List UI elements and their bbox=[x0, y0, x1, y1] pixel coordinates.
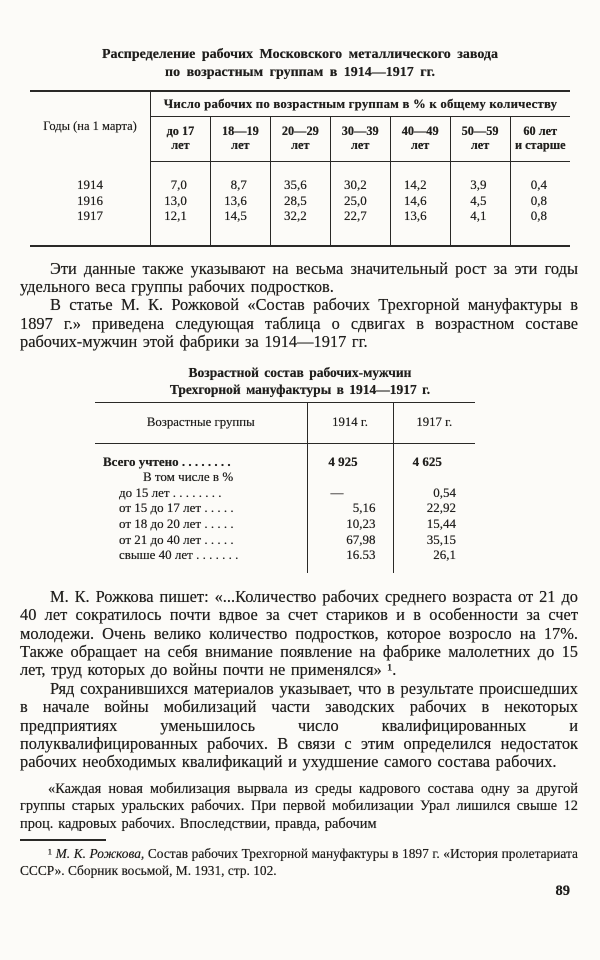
age-group-header bbox=[270, 117, 330, 162]
age-unit: лет bbox=[410, 138, 430, 152]
value-cell: 3,9 bbox=[450, 162, 510, 193]
age-range: 50—59 bbox=[461, 124, 499, 138]
age-unit: лет bbox=[470, 138, 490, 152]
value-1914: 10,23 bbox=[307, 516, 393, 532]
footnote-marker: ¹ bbox=[48, 845, 53, 861]
years-column-header: Годы (на 1 марта) bbox=[30, 91, 151, 162]
table-row bbox=[95, 547, 475, 573]
age-group-header bbox=[450, 117, 510, 162]
table1-title bbox=[30, 46, 570, 82]
table2-title bbox=[30, 364, 570, 398]
value-cell: 13,6 bbox=[390, 208, 450, 246]
value-cell: 28,5 bbox=[270, 193, 330, 209]
year-1917-header: 1917 г. bbox=[393, 402, 475, 443]
footnote-author: М. К. Рожкова, bbox=[55, 845, 145, 861]
value-cell: 32,2 bbox=[270, 208, 330, 246]
value-cell: 12,1 bbox=[151, 208, 211, 246]
value-1917: 4 625 bbox=[393, 443, 475, 469]
trekhgornaya-age-table bbox=[95, 402, 475, 573]
value-cell: 7,0 bbox=[151, 162, 211, 193]
footnote-text: Состав рабочих Трехгорной мануфактуры в 1897 г. «История пролетариата СССР». Сборник восьмой, М. 1931, стр. 102. bbox=[20, 845, 578, 878]
value-1914 bbox=[307, 469, 393, 485]
age-unit: лет bbox=[231, 138, 250, 152]
group-label: свыше 40 лет . . . . . . . bbox=[119, 547, 239, 563]
age-unit: лет bbox=[351, 138, 370, 152]
table-row bbox=[30, 193, 570, 209]
group-label: от 15 до 17 лет . . . . . bbox=[119, 500, 234, 516]
value-cell: 14,2 bbox=[390, 162, 450, 193]
value-1917: 0,54 bbox=[393, 485, 475, 501]
year-cell: 1916 bbox=[77, 192, 103, 208]
value-cell: 14,6 bbox=[390, 193, 450, 209]
group-label: от 21 до 40 лет . . . . . bbox=[119, 531, 234, 547]
value-cell: 0,8 bbox=[510, 208, 570, 246]
table1-body bbox=[30, 162, 570, 246]
age-range: до 17 bbox=[166, 124, 195, 138]
value-cell: 14,5 bbox=[210, 208, 270, 246]
value-cell: 22,7 bbox=[330, 208, 390, 246]
paragraph-rozhkova-quote: М. К. Рожкова пишет: «...Количество рабочих среднего возраста от 21 до 40 лет сократилось почти вдвое за счет стариков и в особенности за счет молодежи. Очень велико количество подростков, которое возросло на 17%. Также обращает на себя внимание появление на фабрике малолетних до 15 лет, труд которых до войны почти не применялся» ¹. bbox=[20, 586, 578, 680]
age-group-header bbox=[330, 117, 390, 162]
value-1914: — bbox=[307, 485, 393, 501]
table2-body bbox=[95, 443, 475, 573]
table-row bbox=[95, 516, 475, 532]
footnote-divider bbox=[20, 839, 106, 841]
table1-header bbox=[30, 91, 570, 162]
paragraph-rozhkova-article: В статье М. К. Рожковой «Состав рабочих Трехгорной мануфактуры в 1897 г.» приведена следующая таблица о сдвигах в возрастном составе рабочих-мужчин этой фабрики за 1914—1917 гг. bbox=[20, 295, 578, 352]
groups-column-header: Возрастные группы bbox=[95, 402, 307, 443]
table-row bbox=[95, 500, 475, 516]
value-cell: 13,0 bbox=[151, 193, 211, 209]
age-distribution-table bbox=[30, 90, 570, 247]
table-row bbox=[30, 162, 570, 193]
table2-title-line1: Возрастной состав рабочих-мужчин bbox=[188, 364, 412, 380]
paragraph-mobilization: Ряд сохранившихся материалов указывает, что в результате происшедших в начале войны мобилизаций части заводских рабочих в некоторых предприятиях уменьшилось число квалифицированных и полуквалифицированных рабочих. В связи с этим определился недостаток рабочих необходимых квалификаций и ухудшение самого состава рабочих. bbox=[20, 678, 578, 772]
paragraph-podrostki: Эти данные также указывают на весьма значительный рост за эти годы удельного веса группы рабочих подростков. bbox=[20, 258, 578, 296]
value-cell: 0,8 bbox=[510, 193, 570, 209]
age-range: 20—29 bbox=[281, 124, 319, 138]
group-label: от 18 до 20 лет . . . . . bbox=[119, 515, 234, 531]
group-label: В том числе в % bbox=[143, 469, 234, 485]
span-column-header: Число рабочих по возрастным группам в % к общему количеству bbox=[151, 91, 571, 117]
age-group-header bbox=[210, 117, 270, 162]
age-unit: лет bbox=[291, 138, 310, 152]
table1-title-line1: Распределение рабочих Московского металлического завода bbox=[101, 47, 499, 62]
value-1914: 16.53 bbox=[307, 547, 393, 573]
age-group-header bbox=[510, 117, 570, 162]
table-row bbox=[95, 532, 475, 548]
table1-title-line2: по возрастным группам в 1914—1917 гг. bbox=[165, 65, 435, 80]
value-1917: 22,92 bbox=[393, 500, 475, 516]
table-row bbox=[95, 469, 475, 485]
value-1914: 4 925 bbox=[307, 443, 393, 469]
value-1917 bbox=[393, 469, 475, 485]
value-cell: 13,6 bbox=[210, 193, 270, 209]
year-cell: 1914 bbox=[77, 176, 103, 192]
table2-title-line2: Трехгорной мануфактуры в 1914—1917 г. bbox=[169, 381, 431, 397]
age-range: 40—49 bbox=[401, 124, 439, 138]
paragraph-ural-quote: «Каждая новая мобилизация вырвала из среды кадрового состава одну за другой группы старых уральских рабочих. При первой мобилизации Урал лишился свыше 12 проц. кадровых рабочих. Впоследствии, правда, рабочим bbox=[20, 780, 578, 832]
age-unit: и старше bbox=[514, 138, 566, 152]
value-cell: 8,7 bbox=[210, 162, 270, 193]
age-range: 30—39 bbox=[341, 124, 379, 138]
group-label: Всего учтено . . . . . . . . bbox=[103, 453, 231, 469]
value-cell: 25,0 bbox=[330, 193, 390, 209]
table-row bbox=[30, 208, 570, 246]
value-1917: 35,15 bbox=[393, 532, 475, 548]
value-cell: 4,1 bbox=[450, 208, 510, 246]
value-cell: 30,2 bbox=[330, 162, 390, 193]
value-1917: 26,1 bbox=[393, 547, 475, 573]
value-1914: 5,16 bbox=[307, 500, 393, 516]
value-cell: 0,4 bbox=[510, 162, 570, 193]
value-cell: 35,6 bbox=[270, 162, 330, 193]
year-cell: 1917 bbox=[77, 208, 103, 223]
age-range: 18—19 bbox=[221, 124, 259, 138]
age-group-header bbox=[151, 117, 211, 162]
footnote bbox=[20, 845, 578, 879]
group-label: до 15 лет . . . . . . . . bbox=[119, 484, 222, 500]
table2-header bbox=[95, 402, 475, 443]
value-1914: 67,98 bbox=[307, 532, 393, 548]
value-1917: 15,44 bbox=[393, 516, 475, 532]
age-unit: лет bbox=[171, 138, 190, 152]
age-range: 60 лет bbox=[523, 124, 558, 138]
table-row bbox=[95, 485, 475, 501]
age-group-header bbox=[390, 117, 450, 162]
page-number: 89 bbox=[555, 883, 570, 899]
value-cell: 4,5 bbox=[450, 193, 510, 209]
year-1914-header: 1914 г. bbox=[307, 402, 393, 443]
table-row bbox=[95, 443, 475, 469]
